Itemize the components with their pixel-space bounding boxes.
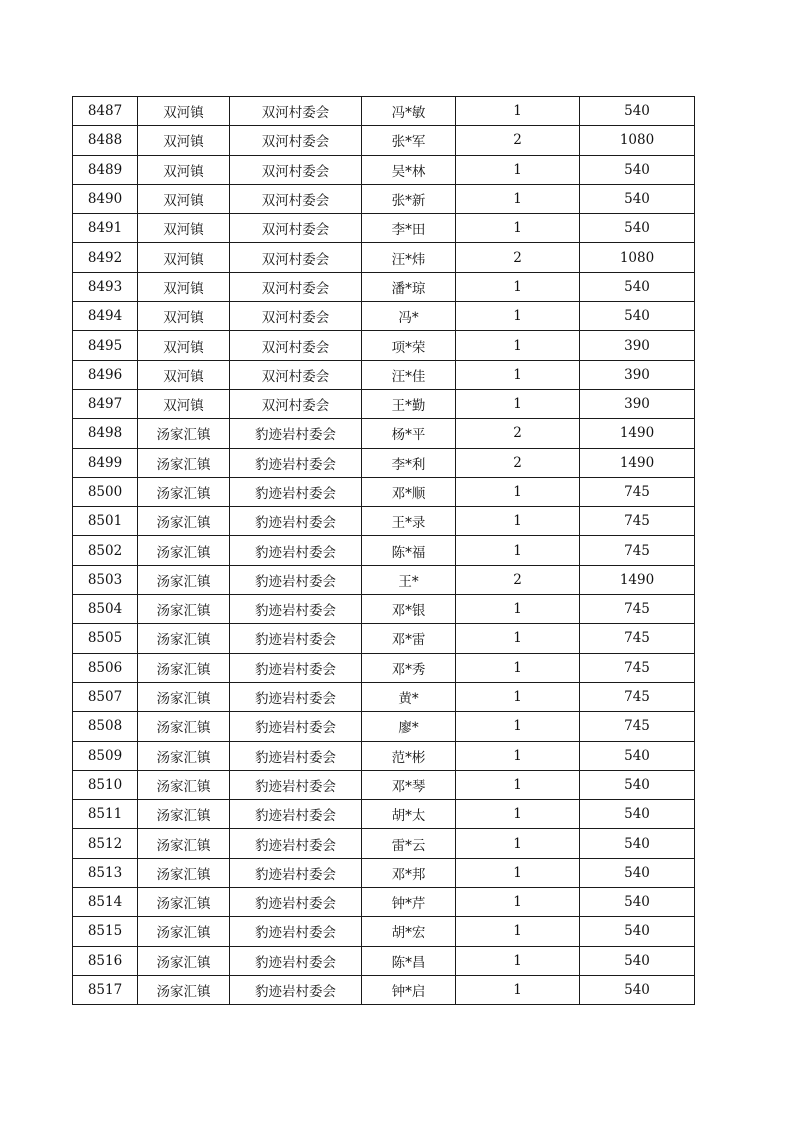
- town-cell: 汤家汇镇: [138, 536, 230, 565]
- serial-number-cell: 8504: [73, 595, 138, 624]
- town-cell: 双河镇: [138, 360, 230, 389]
- table-row: [73, 126, 695, 155]
- village-committee-cell: 双河村委会: [230, 302, 362, 331]
- village-committee-cell: 双河村委会: [230, 331, 362, 360]
- serial-number-cell: 8499: [73, 448, 138, 477]
- name-cell: 李*利: [362, 448, 456, 477]
- name-cell: 范*彬: [362, 741, 456, 770]
- name-cell: 项*荣: [362, 331, 456, 360]
- village-committee-cell: 豹迹岩村委会: [230, 858, 362, 887]
- amount-cell: 540: [580, 214, 695, 243]
- people-count-cell: 2: [456, 565, 580, 594]
- village-committee-cell: 双河村委会: [230, 389, 362, 418]
- table-row: [73, 595, 695, 624]
- village-committee-cell: 豹迹岩村委会: [230, 741, 362, 770]
- town-cell: 双河镇: [138, 214, 230, 243]
- amount-cell: 1490: [580, 419, 695, 448]
- table-row: [73, 712, 695, 741]
- serial-number-cell: 8492: [73, 243, 138, 272]
- village-committee-cell: 双河村委会: [230, 214, 362, 243]
- village-committee-cell: 豹迹岩村委会: [230, 917, 362, 946]
- village-committee-cell: 双河村委会: [230, 155, 362, 184]
- serial-number-cell: 8507: [73, 682, 138, 711]
- amount-cell: 540: [580, 858, 695, 887]
- table-row: [73, 917, 695, 946]
- village-committee-cell: 豹迹岩村委会: [230, 829, 362, 858]
- people-count-cell: 1: [456, 360, 580, 389]
- table-row: [73, 214, 695, 243]
- serial-number-cell: 8501: [73, 507, 138, 536]
- people-count-cell: 1: [456, 829, 580, 858]
- people-count-cell: 1: [456, 917, 580, 946]
- village-committee-cell: 豹迹岩村委会: [230, 565, 362, 594]
- serial-number-cell: 8493: [73, 272, 138, 301]
- people-count-cell: 1: [456, 507, 580, 536]
- town-cell: 双河镇: [138, 126, 230, 155]
- name-cell: 邓*秀: [362, 653, 456, 682]
- amount-cell: 390: [580, 389, 695, 418]
- serial-number-cell: 8490: [73, 184, 138, 213]
- serial-number-cell: 8516: [73, 946, 138, 975]
- town-cell: 汤家汇镇: [138, 653, 230, 682]
- name-cell: 廖*: [362, 712, 456, 741]
- amount-cell: 540: [580, 272, 695, 301]
- name-cell: 冯*: [362, 302, 456, 331]
- table-body: [73, 97, 695, 1005]
- name-cell: 雷*云: [362, 829, 456, 858]
- serial-number-cell: 8517: [73, 975, 138, 1004]
- amount-cell: 1080: [580, 126, 695, 155]
- serial-number-cell: 8487: [73, 97, 138, 126]
- town-cell: 汤家汇镇: [138, 477, 230, 506]
- amount-cell: 540: [580, 946, 695, 975]
- serial-number-cell: 8489: [73, 155, 138, 184]
- town-cell: 双河镇: [138, 389, 230, 418]
- people-count-cell: 1: [456, 653, 580, 682]
- serial-number-cell: 8513: [73, 858, 138, 887]
- serial-number-cell: 8497: [73, 389, 138, 418]
- amount-cell: 745: [580, 653, 695, 682]
- table-row: [73, 331, 695, 360]
- town-cell: 汤家汇镇: [138, 917, 230, 946]
- village-committee-cell: 双河村委会: [230, 97, 362, 126]
- people-count-cell: 1: [456, 624, 580, 653]
- amount-cell: 1490: [580, 448, 695, 477]
- village-committee-cell: 豹迹岩村委会: [230, 712, 362, 741]
- village-committee-cell: 豹迹岩村委会: [230, 888, 362, 917]
- town-cell: 汤家汇镇: [138, 770, 230, 799]
- village-committee-cell: 豹迹岩村委会: [230, 770, 362, 799]
- serial-number-cell: 8512: [73, 829, 138, 858]
- people-count-cell: 2: [456, 243, 580, 272]
- table-row: [73, 975, 695, 1004]
- table-row: [73, 155, 695, 184]
- village-committee-cell: 豹迹岩村委会: [230, 419, 362, 448]
- village-committee-cell: 双河村委会: [230, 360, 362, 389]
- table-row: [73, 272, 695, 301]
- table-row: [73, 800, 695, 829]
- people-count-cell: 1: [456, 302, 580, 331]
- table-row: [73, 184, 695, 213]
- name-cell: 吴*林: [362, 155, 456, 184]
- serial-number-cell: 8502: [73, 536, 138, 565]
- people-count-cell: 1: [456, 595, 580, 624]
- village-committee-cell: 豹迹岩村委会: [230, 653, 362, 682]
- amount-cell: 745: [580, 507, 695, 536]
- table-row: [73, 858, 695, 887]
- serial-number-cell: 8508: [73, 712, 138, 741]
- serial-number-cell: 8498: [73, 419, 138, 448]
- amount-cell: 540: [580, 917, 695, 946]
- people-count-cell: 2: [456, 419, 580, 448]
- table-row: [73, 829, 695, 858]
- town-cell: 双河镇: [138, 272, 230, 301]
- name-cell: 邓*雷: [362, 624, 456, 653]
- amount-cell: 745: [580, 536, 695, 565]
- people-count-cell: 1: [456, 800, 580, 829]
- name-cell: 邓*顺: [362, 477, 456, 506]
- serial-number-cell: 8494: [73, 302, 138, 331]
- village-committee-cell: 豹迹岩村委会: [230, 448, 362, 477]
- amount-cell: 540: [580, 155, 695, 184]
- town-cell: 汤家汇镇: [138, 741, 230, 770]
- village-committee-cell: 豹迹岩村委会: [230, 682, 362, 711]
- serial-number-cell: 8511: [73, 800, 138, 829]
- town-cell: 双河镇: [138, 302, 230, 331]
- amount-cell: 1490: [580, 565, 695, 594]
- town-cell: 汤家汇镇: [138, 800, 230, 829]
- name-cell: 黄*: [362, 682, 456, 711]
- amount-cell: 540: [580, 302, 695, 331]
- table-row: [73, 888, 695, 917]
- village-committee-cell: 豹迹岩村委会: [230, 477, 362, 506]
- amount-cell: 540: [580, 829, 695, 858]
- name-cell: 王*: [362, 565, 456, 594]
- amount-cell: 745: [580, 595, 695, 624]
- village-committee-cell: 豹迹岩村委会: [230, 975, 362, 1004]
- table-row: [73, 302, 695, 331]
- town-cell: 汤家汇镇: [138, 888, 230, 917]
- people-count-cell: 1: [456, 946, 580, 975]
- amount-cell: 540: [580, 800, 695, 829]
- name-cell: 汪*佳: [362, 360, 456, 389]
- serial-number-cell: 8496: [73, 360, 138, 389]
- village-committee-cell: 双河村委会: [230, 126, 362, 155]
- town-cell: 汤家汇镇: [138, 975, 230, 1004]
- amount-cell: 745: [580, 624, 695, 653]
- data-table: [72, 96, 695, 1005]
- serial-number-cell: 8514: [73, 888, 138, 917]
- town-cell: 汤家汇镇: [138, 507, 230, 536]
- serial-number-cell: 8515: [73, 917, 138, 946]
- people-count-cell: 1: [456, 477, 580, 506]
- table-row: [73, 243, 695, 272]
- town-cell: 双河镇: [138, 243, 230, 272]
- amount-cell: 540: [580, 97, 695, 126]
- people-count-cell: 1: [456, 888, 580, 917]
- village-committee-cell: 豹迹岩村委会: [230, 595, 362, 624]
- name-cell: 陈*昌: [362, 946, 456, 975]
- name-cell: 李*田: [362, 214, 456, 243]
- village-committee-cell: 豹迹岩村委会: [230, 800, 362, 829]
- village-committee-cell: 双河村委会: [230, 243, 362, 272]
- name-cell: 张*军: [362, 126, 456, 155]
- people-count-cell: 1: [456, 155, 580, 184]
- people-count-cell: 2: [456, 448, 580, 477]
- table-row: [73, 624, 695, 653]
- table-row: [73, 682, 695, 711]
- town-cell: 汤家汇镇: [138, 946, 230, 975]
- table-row: [73, 565, 695, 594]
- people-count-cell: 1: [456, 712, 580, 741]
- name-cell: 王*勤: [362, 389, 456, 418]
- amount-cell: 540: [580, 975, 695, 1004]
- table-row: [73, 97, 695, 126]
- town-cell: 汤家汇镇: [138, 419, 230, 448]
- village-committee-cell: 豹迹岩村委会: [230, 536, 362, 565]
- people-count-cell: 1: [456, 858, 580, 887]
- amount-cell: 390: [580, 360, 695, 389]
- town-cell: 汤家汇镇: [138, 829, 230, 858]
- amount-cell: 540: [580, 184, 695, 213]
- serial-number-cell: 8488: [73, 126, 138, 155]
- name-cell: 邓*琴: [362, 770, 456, 799]
- village-committee-cell: 双河村委会: [230, 184, 362, 213]
- amount-cell: 540: [580, 888, 695, 917]
- people-count-cell: 1: [456, 682, 580, 711]
- table-row: [73, 741, 695, 770]
- amount-cell: 745: [580, 477, 695, 506]
- serial-number-cell: 8505: [73, 624, 138, 653]
- table-row: [73, 389, 695, 418]
- town-cell: 双河镇: [138, 97, 230, 126]
- people-count-cell: 1: [456, 214, 580, 243]
- table-row: [73, 770, 695, 799]
- town-cell: 汤家汇镇: [138, 565, 230, 594]
- serial-number-cell: 8495: [73, 331, 138, 360]
- people-count-cell: 1: [456, 184, 580, 213]
- amount-cell: 540: [580, 770, 695, 799]
- table-row: [73, 419, 695, 448]
- name-cell: 汪*炜: [362, 243, 456, 272]
- amount-cell: 390: [580, 331, 695, 360]
- name-cell: 王*录: [362, 507, 456, 536]
- serial-number-cell: 8510: [73, 770, 138, 799]
- name-cell: 胡*宏: [362, 917, 456, 946]
- village-committee-cell: 豹迹岩村委会: [230, 946, 362, 975]
- town-cell: 汤家汇镇: [138, 858, 230, 887]
- table-row: [73, 477, 695, 506]
- serial-number-cell: 8491: [73, 214, 138, 243]
- people-count-cell: 1: [456, 272, 580, 301]
- name-cell: 潘*琼: [362, 272, 456, 301]
- serial-number-cell: 8506: [73, 653, 138, 682]
- town-cell: 汤家汇镇: [138, 448, 230, 477]
- people-count-cell: 1: [456, 97, 580, 126]
- people-count-cell: 1: [456, 331, 580, 360]
- village-committee-cell: 豹迹岩村委会: [230, 507, 362, 536]
- serial-number-cell: 8500: [73, 477, 138, 506]
- people-count-cell: 2: [456, 126, 580, 155]
- town-cell: 双河镇: [138, 184, 230, 213]
- town-cell: 汤家汇镇: [138, 682, 230, 711]
- table-row: [73, 536, 695, 565]
- town-cell: 汤家汇镇: [138, 624, 230, 653]
- name-cell: 陈*福: [362, 536, 456, 565]
- amount-cell: 1080: [580, 243, 695, 272]
- serial-number-cell: 8503: [73, 565, 138, 594]
- people-count-cell: 1: [456, 536, 580, 565]
- people-count-cell: 1: [456, 975, 580, 1004]
- town-cell: 汤家汇镇: [138, 712, 230, 741]
- name-cell: 钟*芹: [362, 888, 456, 917]
- town-cell: 双河镇: [138, 331, 230, 360]
- table-row: [73, 946, 695, 975]
- town-cell: 汤家汇镇: [138, 595, 230, 624]
- serial-number-cell: 8509: [73, 741, 138, 770]
- name-cell: 钟*启: [362, 975, 456, 1004]
- people-count-cell: 1: [456, 741, 580, 770]
- table-row: [73, 448, 695, 477]
- name-cell: 冯*敏: [362, 97, 456, 126]
- village-committee-cell: 双河村委会: [230, 272, 362, 301]
- town-cell: 双河镇: [138, 155, 230, 184]
- table-row: [73, 360, 695, 389]
- amount-cell: 745: [580, 712, 695, 741]
- table-row: [73, 507, 695, 536]
- people-count-cell: 1: [456, 770, 580, 799]
- table-row: [73, 653, 695, 682]
- amount-cell: 540: [580, 741, 695, 770]
- village-committee-cell: 豹迹岩村委会: [230, 624, 362, 653]
- name-cell: 杨*平: [362, 419, 456, 448]
- name-cell: 邓*银: [362, 595, 456, 624]
- people-count-cell: 1: [456, 389, 580, 418]
- name-cell: 邓*邦: [362, 858, 456, 887]
- name-cell: 张*新: [362, 184, 456, 213]
- name-cell: 胡*太: [362, 800, 456, 829]
- amount-cell: 745: [580, 682, 695, 711]
